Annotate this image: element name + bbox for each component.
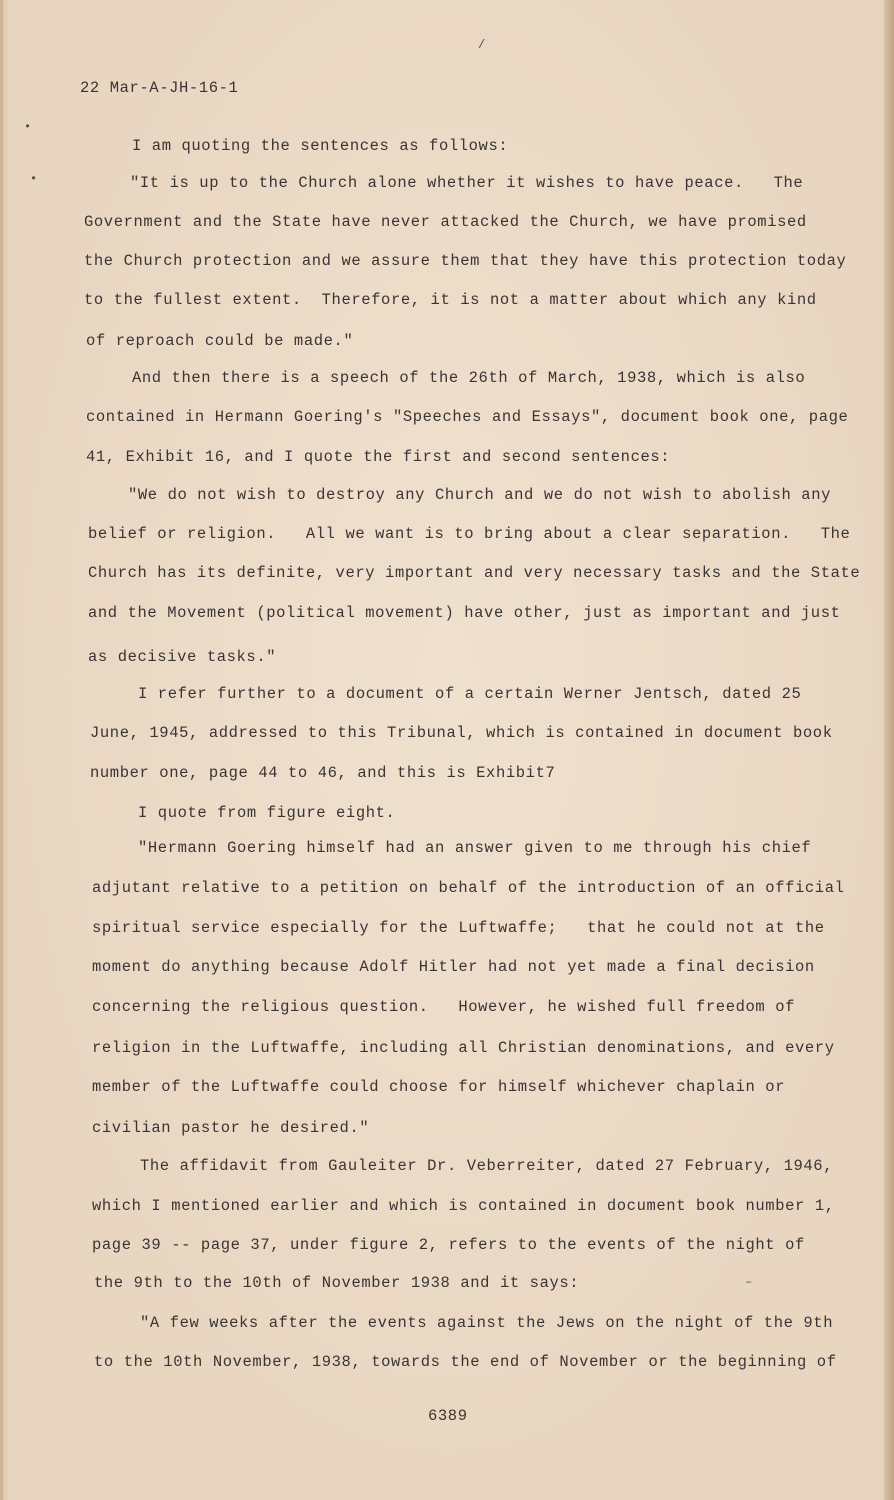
page-number: 6389 [428, 1407, 468, 1425]
stray-mark: / [478, 38, 486, 52]
text-line: I quote from figure eight. [138, 804, 396, 822]
text-line: "Hermann Goering himself had an answer given to me through his chief [138, 839, 812, 857]
text-line: contained in Hermann Goering's "Speeches and Essays", document book one, page [86, 408, 849, 426]
text-line: civilian pastor he desired." [92, 1119, 370, 1137]
text-line: religion in the Luftwaffe, including all Christian denominations, and every [92, 1039, 835, 1057]
text-line: "We do not wish to destroy any Church and we do not wish to abolish any [128, 486, 832, 504]
text-line: the Church protection and we assure them that they have this protection today [84, 252, 847, 270]
text-line: number one, page 44 to 46, and this is Exhibit7 [90, 764, 556, 782]
text-line: of reproach could be made." [86, 332, 354, 350]
text-line: to the fullest extent. Therefore, it is not a matter about which any kind [84, 291, 817, 309]
text-line: and the Movement (political movement) have other, just as important and just [88, 604, 841, 622]
text-line: to the 10th November, 1938, towards the end of November or the beginning of [94, 1353, 837, 1371]
text-line: "It is up to the Church alone whether it wishes to have peace. The [130, 174, 804, 192]
margin-mark: • [30, 172, 38, 186]
text-line: adjutant relative to a petition on behalf of the introduction of an official [92, 879, 845, 897]
text-line: the 9th to the 10th of November 1938 and it says: [94, 1274, 580, 1292]
text-line: member of the Luftwaffe could choose for himself whichever chaplain or [92, 1078, 786, 1096]
margin-mark: • [24, 120, 32, 134]
text-line: spiritual service especially for the Luftwaffe; that he could not at the [92, 919, 825, 937]
text-line: concerning the religious question. However, he wished full freedom of [92, 998, 796, 1016]
text-line: belief or religion. All we want is to bring about a clear separation. The [88, 525, 851, 543]
text-line: I am quoting the sentences as follows: [132, 137, 509, 155]
text-line: moment do anything because Adolf Hitler had not yet made a final decision [92, 958, 815, 976]
stray-mark: – [745, 1275, 753, 1289]
document-header-code: 22 Mar-A-JH-16-1 [80, 79, 239, 97]
text-line: Church has its definite, very important and very necessary tasks and the State [88, 564, 861, 582]
text-line: I refer further to a document of a certain Werner Jentsch, dated 25 [138, 685, 802, 703]
text-line: 41, Exhibit 16, and I quote the first and second sentences: [86, 448, 671, 466]
text-line: Government and the State have never attacked the Church, we have promised [84, 213, 807, 231]
paper-edge-left [0, 0, 3, 1500]
text-line: as decisive tasks." [88, 648, 277, 666]
paper-edge-right [884, 0, 894, 1500]
text-line: which I mentioned earlier and which is contained in document book number 1, [92, 1197, 835, 1215]
text-line: June, 1945, addressed to this Tribunal, which is contained in document book [90, 724, 833, 742]
text-line: The affidavit from Gauleiter Dr. Veberreiter, dated 27 February, 1946, [140, 1157, 834, 1175]
text-line: And then there is a speech of the 26th of March, 1938, which is also [132, 369, 806, 387]
text-line: "A few weeks after the events against the Jews on the night of the 9th [140, 1314, 834, 1332]
text-line: page 39 -- page 37, under figure 2, refers to the events of the night of [92, 1236, 805, 1254]
